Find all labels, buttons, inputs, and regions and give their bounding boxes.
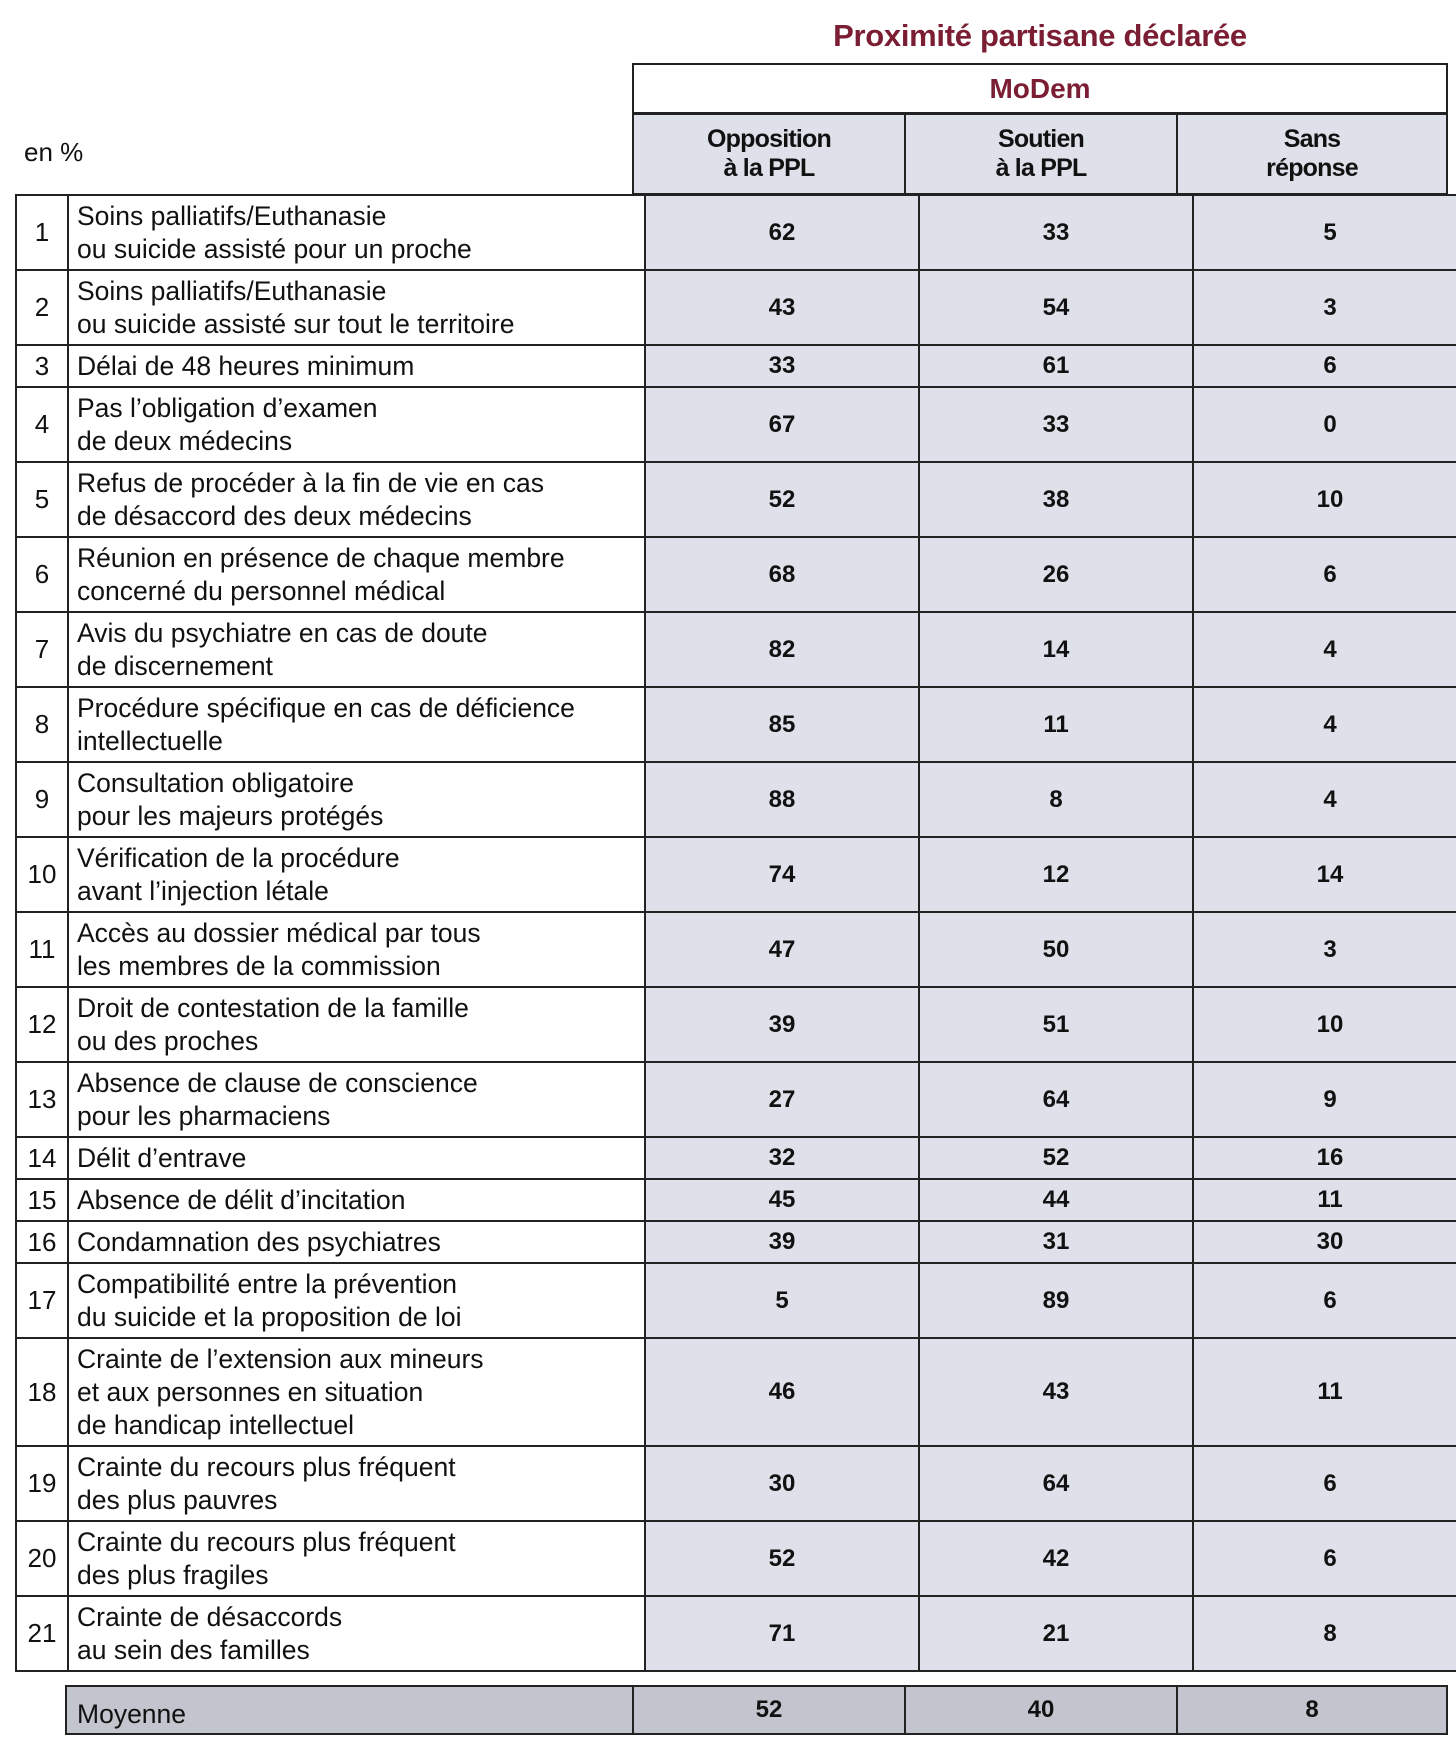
table-row <box>16 195 1456 270</box>
row-number: 9 <box>16 762 68 837</box>
value-cell: 33 <box>645 345 919 387</box>
average-row-label <box>65 1685 634 1735</box>
value-cell: 6 <box>1193 537 1456 612</box>
row-label: Absence de délit d’incitation <box>68 1179 645 1221</box>
value-cell: 3 <box>1193 270 1456 345</box>
value-cell: 5 <box>645 1263 919 1338</box>
value-cell: 32 <box>645 1137 919 1179</box>
table-row <box>16 912 1456 987</box>
value-cell: 6 <box>1193 345 1456 387</box>
row-number: 19 <box>16 1446 68 1521</box>
value-cell: 26 <box>919 537 1193 612</box>
value-cell: 6 <box>1193 1521 1456 1596</box>
value-cell: 5 <box>1193 195 1456 270</box>
row-number: 5 <box>16 462 68 537</box>
value-cell: 11 <box>1193 1338 1456 1446</box>
table-row <box>16 762 1456 837</box>
table-row <box>16 1446 1456 1521</box>
table-row <box>16 1137 1456 1179</box>
row-label: Consultation obligatoire pour les majeurs protégés <box>68 762 645 837</box>
row-number: 6 <box>16 537 68 612</box>
table-row <box>16 1521 1456 1596</box>
row-label: Pas l’obligation d’examen de deux médecins <box>68 387 645 462</box>
value-cell: 43 <box>919 1338 1193 1446</box>
value-cell: 6 <box>1193 1263 1456 1338</box>
value-cell: 42 <box>919 1521 1193 1596</box>
value-cell: 39 <box>645 987 919 1062</box>
table-row <box>16 1338 1456 1446</box>
value-cell: 12 <box>919 837 1193 912</box>
column-header-label: Sans réponse <box>1266 125 1358 182</box>
value-cell: 11 <box>919 687 1193 762</box>
value-cell: 52 <box>645 462 919 537</box>
row-number: 13 <box>16 1062 68 1137</box>
row-label: Vérification de la procédure avant l’injection létale <box>68 837 645 912</box>
value-cell: 39 <box>645 1221 919 1263</box>
row-number: 15 <box>16 1179 68 1221</box>
value-cell: 30 <box>645 1446 919 1521</box>
row-label: Soins palliatifs/Euthanasie ou suicide assisté pour un proche <box>68 195 645 270</box>
row-number: 16 <box>16 1221 68 1263</box>
value-cell: 31 <box>919 1221 1193 1263</box>
value-cell: 4 <box>1193 612 1456 687</box>
value-cell: 21 <box>919 1596 1193 1671</box>
value-cell: 85 <box>645 687 919 762</box>
value-cell: 61 <box>919 345 1193 387</box>
row-number: 1 <box>16 195 68 270</box>
value-cell: 33 <box>919 387 1193 462</box>
table-row <box>16 1062 1456 1137</box>
row-label: Droit de contestation de la famille ou des proches <box>68 987 645 1062</box>
table-row <box>16 1179 1456 1221</box>
value-cell: 38 <box>919 462 1193 537</box>
column-header-soutien <box>904 113 1178 195</box>
value-cell: 8 <box>919 762 1193 837</box>
value-cell: 68 <box>645 537 919 612</box>
value-cell: 14 <box>919 612 1193 687</box>
row-label: Crainte du recours plus fréquent des plus fragiles <box>68 1521 645 1596</box>
row-label: Procédure spécifique en cas de déficience intellectuelle <box>68 687 645 762</box>
row-label: Avis du psychiatre en cas de doute de discernement <box>68 612 645 687</box>
value-cell: 16 <box>1193 1137 1456 1179</box>
value-cell: 71 <box>645 1596 919 1671</box>
table-row <box>16 270 1456 345</box>
row-number: 20 <box>16 1521 68 1596</box>
average-value: 40 <box>904 1685 1178 1735</box>
row-number: 17 <box>16 1263 68 1338</box>
table-row <box>16 1221 1456 1263</box>
value-cell: 64 <box>919 1446 1193 1521</box>
table-row <box>16 1596 1456 1671</box>
table-row <box>16 345 1456 387</box>
table-row <box>16 687 1456 762</box>
column-header-label: Opposition à la PPL <box>707 125 831 182</box>
data-table <box>15 194 1456 1672</box>
column-header-opposition <box>632 113 906 195</box>
row-number: 11 <box>16 912 68 987</box>
value-cell: 45 <box>645 1179 919 1221</box>
value-cell: 30 <box>1193 1221 1456 1263</box>
value-cell: 47 <box>645 912 919 987</box>
value-cell: 50 <box>919 912 1193 987</box>
row-label: Refus de procéder à la fin de vie en cas de désaccord des deux médecins <box>68 462 645 537</box>
value-cell: 88 <box>645 762 919 837</box>
row-number: 10 <box>16 837 68 912</box>
value-cell: 62 <box>645 195 919 270</box>
row-label: Délit d’entrave <box>68 1137 645 1179</box>
average-value: 52 <box>632 1685 906 1735</box>
value-cell: 6 <box>1193 1446 1456 1521</box>
group-header-modem: MoDem <box>632 63 1448 114</box>
column-header-label: Soutien à la PPL <box>995 125 1087 182</box>
value-cell: 27 <box>645 1062 919 1137</box>
column-header-sans-reponse <box>1176 113 1448 195</box>
row-label: Accès au dossier médical par tous les membres de la commission <box>68 912 645 987</box>
row-label: Crainte de désaccords au sein des familles <box>68 1596 645 1671</box>
value-cell: 67 <box>645 387 919 462</box>
row-label: Crainte du recours plus fréquent des plus pauvres <box>68 1446 645 1521</box>
value-cell: 33 <box>919 195 1193 270</box>
value-cell: 4 <box>1193 687 1456 762</box>
row-number: 8 <box>16 687 68 762</box>
average-value: 8 <box>1176 1685 1448 1735</box>
value-cell: 0 <box>1193 387 1456 462</box>
value-cell: 9 <box>1193 1062 1456 1137</box>
value-cell: 89 <box>919 1263 1193 1338</box>
row-label: Réunion en présence de chaque membre concerné du personnel médical <box>68 537 645 612</box>
row-number: 21 <box>16 1596 68 1671</box>
table-row <box>16 462 1456 537</box>
table-row <box>16 537 1456 612</box>
table-row <box>16 612 1456 687</box>
value-cell: 3 <box>1193 912 1456 987</box>
row-label: Délai de 48 heures minimum <box>68 345 645 387</box>
table-row <box>16 387 1456 462</box>
row-number: 18 <box>16 1338 68 1446</box>
value-cell: 10 <box>1193 987 1456 1062</box>
value-cell: 52 <box>645 1521 919 1596</box>
row-number: 7 <box>16 612 68 687</box>
value-cell: 82 <box>645 612 919 687</box>
value-cell: 43 <box>645 270 919 345</box>
unit-label: en % <box>24 137 84 167</box>
chart-title: Proximité partisane déclarée <box>833 18 1247 53</box>
value-cell: 8 <box>1193 1596 1456 1671</box>
value-cell: 51 <box>919 987 1193 1062</box>
table-row <box>16 1263 1456 1338</box>
row-label: Absence de clause de conscience pour les pharmaciens <box>68 1062 645 1137</box>
value-cell: 10 <box>1193 462 1456 537</box>
value-cell: 14 <box>1193 837 1456 912</box>
row-label: Soins palliatifs/Euthanasie ou suicide assisté sur tout le territoire <box>68 270 645 345</box>
row-label: Condamnation des psychiatres <box>68 1221 645 1263</box>
value-cell: 11 <box>1193 1179 1456 1221</box>
value-cell: 54 <box>919 270 1193 345</box>
row-number: 2 <box>16 270 68 345</box>
row-number: 14 <box>16 1137 68 1179</box>
value-cell: 52 <box>919 1137 1193 1179</box>
value-cell: 74 <box>645 837 919 912</box>
table-row <box>16 987 1456 1062</box>
value-cell: 64 <box>919 1062 1193 1137</box>
value-cell: 4 <box>1193 762 1456 837</box>
value-cell: 44 <box>919 1179 1193 1221</box>
table-row <box>16 837 1456 912</box>
row-number: 3 <box>16 345 68 387</box>
row-label: Crainte de l’extension aux mineurs et aux personnes en situation de handicap intellectuel <box>68 1338 645 1446</box>
row-label: Compatibilité entre la prévention du suicide et la proposition de loi <box>68 1263 645 1338</box>
row-number: 4 <box>16 387 68 462</box>
value-cell: 46 <box>645 1338 919 1446</box>
row-number: 12 <box>16 987 68 1062</box>
average-label: Moyenne <box>77 1698 187 1729</box>
